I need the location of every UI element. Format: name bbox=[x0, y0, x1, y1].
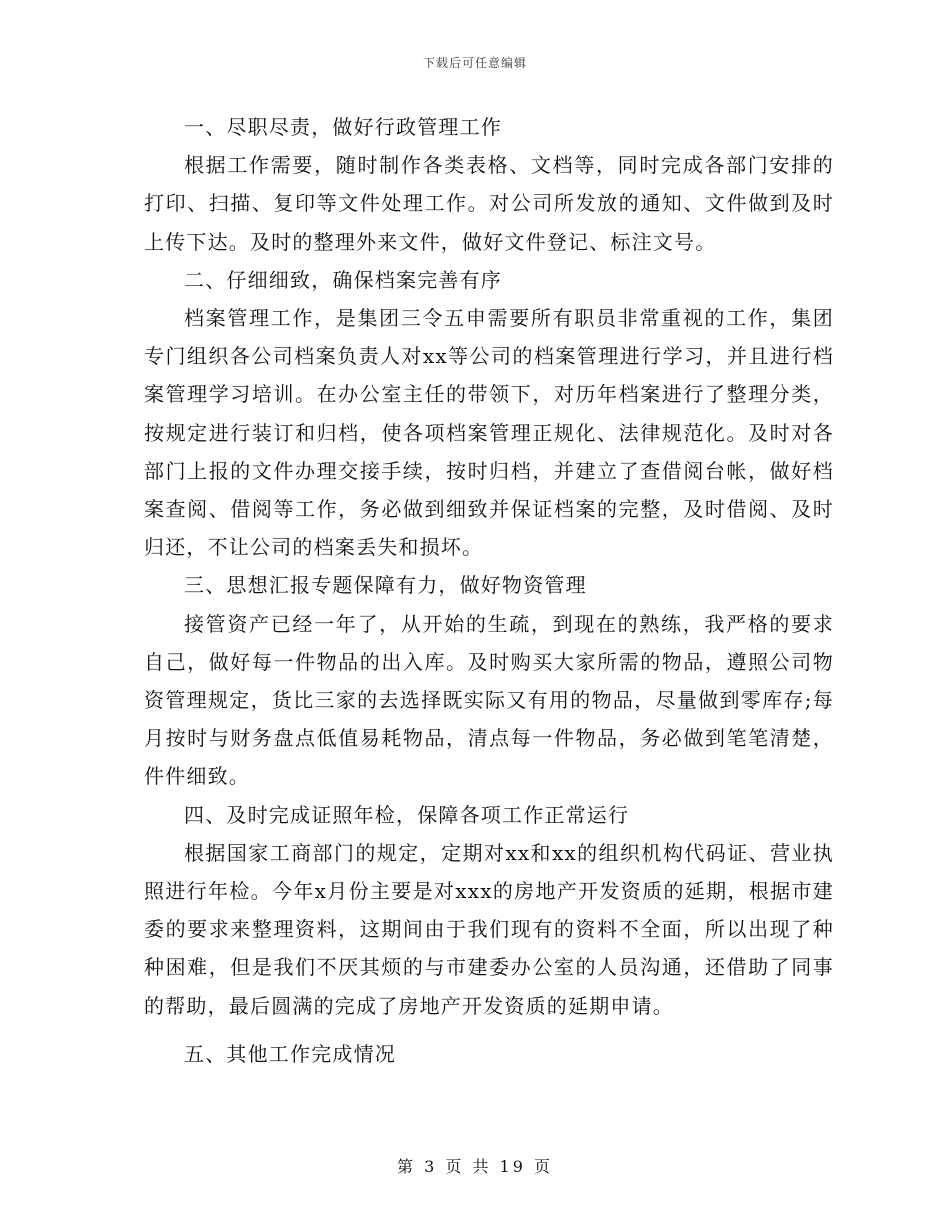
section-heading-3: 三、思想汇报专题保障有力，做好物资管理 bbox=[184, 573, 587, 598]
page-header: 下载后可任意编辑 bbox=[422, 56, 527, 70]
document-body bbox=[144, 108, 834, 1073]
section-heading-4: 四、及时完成证照年检，保障各项工作正常运行 bbox=[184, 802, 630, 827]
section-body-3: 接管资产已经一年了，从开始的生疏，到现在的熟练，我严格的要求自己，做好每一件物品的出入库。及时购买大家所需的物品，遵照公司物资管理规定，货比三家的去选择既实际又有用的物品，尽量做到零库存;每月按时与财务盘点低值易耗物品，清点每一件物品，务必做到笔笔清楚，件件细致。 bbox=[144, 611, 834, 789]
section-heading-5: 五、其他工作完成情况 bbox=[184, 1041, 396, 1066]
section-heading-2: 二、仔细细致，确保档案完善有序 bbox=[184, 267, 502, 292]
section-body-1: 根据工作需要，随时制作各类表格、文档等，同时完成各部门安排的打印、扫描、复印等文件处理工作。对公司所发放的通知、文件做到及时上传下达。及时的整理外来文件，做好文件登记、标注文号。 bbox=[144, 153, 834, 254]
section-heading-1: 一、尽职尽责，做好行政管理工作 bbox=[184, 115, 502, 139]
section-body-2: 档案管理工作，是集团三令五申需要所有职员非常重视的工作，集团专门组织各公司档案负责人对xx等公司的档案管理进行学习，并且进行档案管理学习培训。在办公室主任的带领下，对历年档案进行了整理分类，按规定进行装订和归档，使各项档案管理正规化、法律规范化。及时对各部门上报的文件办理交接手续，按时归档，并建立了查借阅台帐，做好档案查阅、借阅等工作，务必做到细致并保证档案的完整，及时借阅、及时归还，不让公司的档案丢失和损坏。 bbox=[144, 306, 834, 560]
page-number-footer: 第 3 页 共 19 页 bbox=[397, 1157, 553, 1176]
section-body-4: 根据国家工商部门的规定，定期对xx和xx的组织机构代码证、营业执照进行年检。今年x月份主要是对xxx的房地产开发资质的延期，根据市建委的要求来整理资料，这期间由于我们现有的资料不全面，所以出现了种种困难，但是我们不厌其烦的与市建委办公室的人员沟通，还借助了同事的帮助，最后圆满的完成了房地产开发资质的延期申请。 bbox=[144, 840, 834, 1018]
